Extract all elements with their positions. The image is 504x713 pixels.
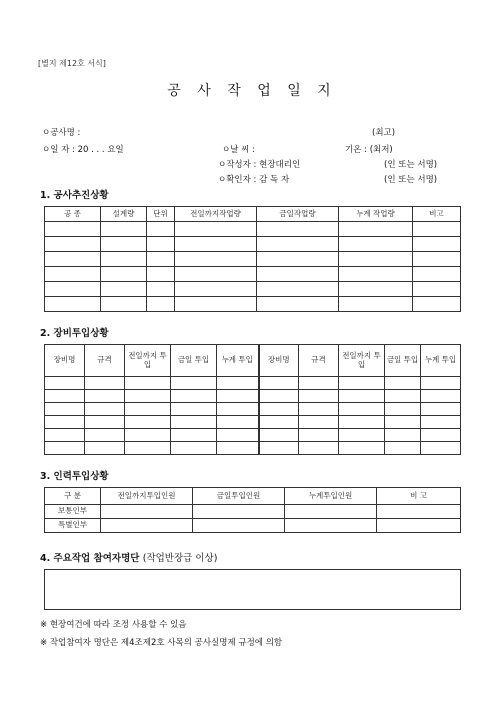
labor-table [44, 487, 461, 533]
col-header: 비 고 [377, 488, 461, 505]
weather-label: ㅇ날 씨 : [222, 145, 255, 155]
section3-heading: 3. 인력투입상황 [40, 471, 109, 482]
section2-heading: 2. 장비투입상황 [40, 328, 109, 339]
temp-high-label: (최고) [372, 128, 396, 138]
note-1: ※ 현장여건에 따라 조정 사용할 수 있음 [40, 620, 187, 630]
col-header: 금일 투입 [385, 345, 421, 377]
table-header-row [45, 207, 461, 222]
note-2: ※ 작업참여자 명단은 제4조제2호 사목의 공사실명제 규정에 의함 [40, 638, 283, 648]
col-header: 누계 투입 [217, 345, 259, 377]
col-header: 금일 투입 [171, 345, 217, 377]
table-header-row [45, 345, 461, 377]
project-name-label: ㅇ공사명 : [42, 128, 81, 138]
col-header: 전일까지 투입 [339, 345, 385, 377]
temp-low-label: 기온 : (최저) [345, 145, 393, 155]
table-row [45, 377, 461, 390]
writer-label: ㅇ작성자 : 현장대리인 [218, 160, 301, 170]
table-row [45, 282, 461, 297]
col-header: 금일투입인원 [193, 488, 285, 505]
table-row [45, 297, 461, 312]
table-row [45, 442, 461, 455]
table-row [45, 519, 461, 533]
checker-label: ㅇ확인자 : 감 독 자 [218, 175, 290, 185]
col-header: 전일까지작업량 [175, 207, 257, 222]
table-header-row [45, 488, 461, 505]
col-header: 규격 [85, 345, 125, 377]
work-progress-table [44, 206, 461, 312]
date-label: ㅇ일 자 : 20 . . . 요일 [42, 145, 124, 155]
section1-heading: 1. 공사추진상황 [40, 190, 109, 201]
participants-box[interactable] [44, 569, 461, 610]
writer-sign: (인 또는 서명) [384, 160, 438, 170]
col-header: 장비명 [45, 345, 85, 377]
col-header: 구 분 [45, 488, 101, 505]
page-title: 공 사 작 업 일 지 [167, 83, 337, 99]
row-label: 특별인부 [45, 519, 101, 533]
col-header: 누계투입인원 [285, 488, 377, 505]
col-header: 전일까지투입인원 [101, 488, 193, 505]
table-row [45, 252, 461, 267]
section4-heading [40, 550, 217, 564]
table-row [45, 222, 461, 237]
table-row [45, 429, 461, 442]
col-header: 금일작업량 [257, 207, 339, 222]
col-header: 누계 작업량 [339, 207, 413, 222]
table-row [45, 416, 461, 429]
col-header: 규격 [299, 345, 339, 377]
table-row [45, 267, 461, 282]
table-row [45, 403, 461, 416]
checker-sign: (인 또는 서명) [384, 175, 438, 185]
equipment-table [44, 344, 461, 455]
col-header: 단위 [147, 207, 175, 222]
col-header: 비고 [413, 207, 461, 222]
table-row [45, 505, 461, 519]
col-header: 공 종 [45, 207, 101, 222]
table-row [45, 390, 461, 403]
table-row [45, 237, 461, 252]
form-number: [별지 제12호 서식] [38, 59, 106, 68]
row-label: 보통인부 [45, 505, 101, 519]
col-header: 전일까지 투입 [125, 345, 171, 377]
col-header: 누계 투입 [421, 345, 461, 377]
section4-heading-main: 4. 주요작업 참여자명단 [40, 553, 140, 564]
section4-heading-sub: (작업반장급 이상) [142, 553, 218, 564]
col-header: 설계량 [101, 207, 147, 222]
col-header: 장비명 [259, 345, 299, 377]
